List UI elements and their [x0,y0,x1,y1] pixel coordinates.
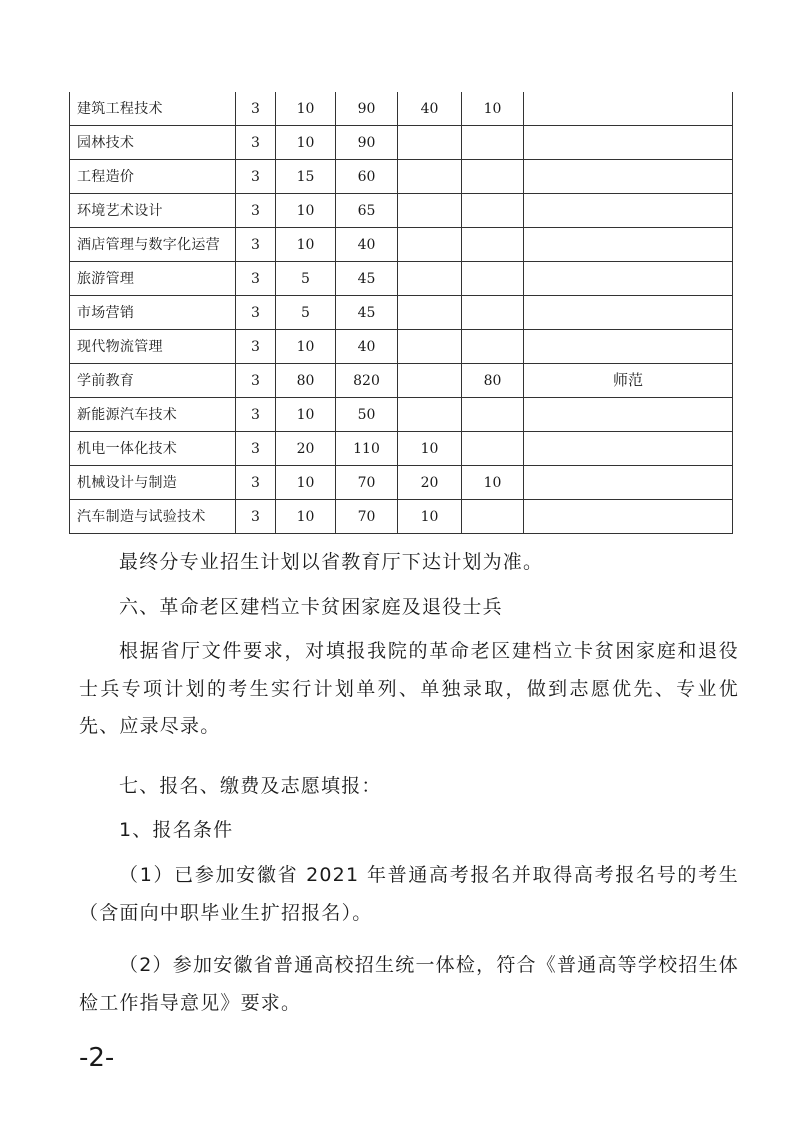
years-cell: 3 [236,500,276,534]
major-cell: 汽车制造与试验技术 [70,500,236,534]
plan-count-cell-3 [398,228,462,262]
major-cell: 园林技术 [70,126,236,160]
plan-count-cell-4 [462,330,524,364]
note-cell [524,330,733,364]
note-cell [524,432,733,466]
table-row [70,466,733,500]
plan-count-cell-2: 45 [336,296,398,330]
note-cell [524,160,733,194]
major-cell: 酒店管理与数字化运营 [70,228,236,262]
plan-count-cell-2: 50 [336,398,398,432]
table-row [70,194,733,228]
plan-count-cell-2: 60 [336,160,398,194]
note-cell: 师范 [524,364,733,398]
plan-count-cell-3 [398,126,462,160]
years-cell: 3 [236,228,276,262]
plan-count-cell-1: 10 [276,126,336,160]
plan-count-cell-4 [462,160,524,194]
plan-count-cell-3: 20 [398,466,462,500]
table-row [70,296,733,330]
table-row [70,432,733,466]
plan-count-cell-4 [462,296,524,330]
plan-count-cell-1: 15 [276,160,336,194]
plan-count-cell-1: 10 [276,398,336,432]
plan-count-cell-3 [398,364,462,398]
plan-count-cell-4 [462,500,524,534]
subsection-registration-conditions: 1、报名条件 [119,819,234,841]
plan-count-cell-4 [462,398,524,432]
plan-count-cell-4 [462,126,524,160]
condition-1-paragraph: （1）已参加安徽省 2021 年普通高考报名并取得高考报名号的考生（含面向中职毕业生扩招报名）。 [79,864,739,924]
note-cell [524,500,733,534]
years-cell: 3 [236,466,276,500]
table-row [70,228,733,262]
table-row [70,92,733,126]
years-cell: 3 [236,160,276,194]
major-cell: 机械设计与制造 [70,466,236,500]
enrollment-plan-table [69,92,733,534]
plan-count-cell-1: 10 [276,330,336,364]
note-cell [524,262,733,296]
condition-2-paragraph: （2）参加安徽省普通高校招生统一体检，符合《普通高等学校招生体检工作指导意见》要求。 [79,954,739,1014]
plan-count-cell-2: 90 [336,126,398,160]
years-cell: 3 [236,262,276,296]
plan-count-cell-2: 70 [336,466,398,500]
section-seven-heading: 七、报名、缴费及志愿填报： [119,775,382,797]
plan-count-cell-1: 10 [276,228,336,262]
plan-count-cell-1: 5 [276,262,336,296]
plan-count-cell-4: 10 [462,92,524,126]
major-cell: 工程造价 [70,160,236,194]
table-row [70,126,733,160]
page-number: -2- [79,1043,115,1073]
plan-count-cell-3 [398,330,462,364]
plan-count-cell-3 [398,262,462,296]
major-cell: 市场营销 [70,296,236,330]
years-cell: 3 [236,92,276,126]
table-row [70,398,733,432]
plan-count-cell-1: 10 [276,194,336,228]
note-cell [524,228,733,262]
major-cell: 机电一体化技术 [70,432,236,466]
years-cell: 3 [236,126,276,160]
plan-count-cell-2: 70 [336,500,398,534]
table-row [70,364,733,398]
plan-count-cell-3: 40 [398,92,462,126]
years-cell: 3 [236,194,276,228]
table-row [70,262,733,296]
major-cell: 学前教育 [70,364,236,398]
plan-count-cell-1: 10 [276,92,336,126]
plan-count-cell-2: 45 [336,262,398,296]
years-cell: 3 [236,330,276,364]
note-cell [524,398,733,432]
plan-count-cell-4 [462,262,524,296]
table-row [70,160,733,194]
plan-count-cell-4: 10 [462,466,524,500]
major-cell: 环境艺术设计 [70,194,236,228]
special-plan-paragraph: 根据省厅文件要求，对填报我院的革命老区建档立卡贫困家庭和退役士兵专项计划的考生实行计划单列、单独录取，做到志愿优先、专业优先、应录尽录。 [79,640,739,737]
years-cell: 3 [236,296,276,330]
years-cell: 3 [236,432,276,466]
major-cell: 现代物流管理 [70,330,236,364]
note-cell [524,466,733,500]
major-cell: 建筑工程技术 [70,92,236,126]
plan-count-cell-2: 820 [336,364,398,398]
plan-count-cell-4 [462,432,524,466]
plan-count-cell-2: 40 [336,330,398,364]
years-cell: 3 [236,398,276,432]
plan-count-cell-1: 80 [276,364,336,398]
major-cell: 旅游管理 [70,262,236,296]
plan-count-cell-1: 20 [276,432,336,466]
note-cell [524,194,733,228]
plan-count-cell-3 [398,194,462,228]
plan-count-cell-1: 5 [276,296,336,330]
plan-count-cell-1: 10 [276,466,336,500]
plan-count-cell-3 [398,398,462,432]
major-cell: 新能源汽车技术 [70,398,236,432]
plan-count-cell-2: 90 [336,92,398,126]
plan-count-cell-3: 10 [398,432,462,466]
plan-count-cell-4 [462,228,524,262]
plan-count-cell-3 [398,296,462,330]
plan-count-cell-2: 65 [336,194,398,228]
note-cell [524,296,733,330]
plan-count-cell-2: 110 [336,432,398,466]
plan-count-cell-2: 40 [336,228,398,262]
note-cell [524,92,733,126]
plan-count-cell-4 [462,194,524,228]
table-row [70,330,733,364]
note-cell [524,126,733,160]
section-six-heading: 六、革命老区建档立卡贫困家庭及退役士兵 [119,596,503,618]
plan-note-paragraph: 最终分专业招生计划以省教育厅下达计划为准。 [119,551,544,573]
table-row [70,500,733,534]
plan-count-cell-3 [398,160,462,194]
plan-count-cell-1: 10 [276,500,336,534]
plan-count-cell-3: 10 [398,500,462,534]
plan-count-cell-4: 80 [462,364,524,398]
table-body [70,92,733,534]
years-cell: 3 [236,364,276,398]
